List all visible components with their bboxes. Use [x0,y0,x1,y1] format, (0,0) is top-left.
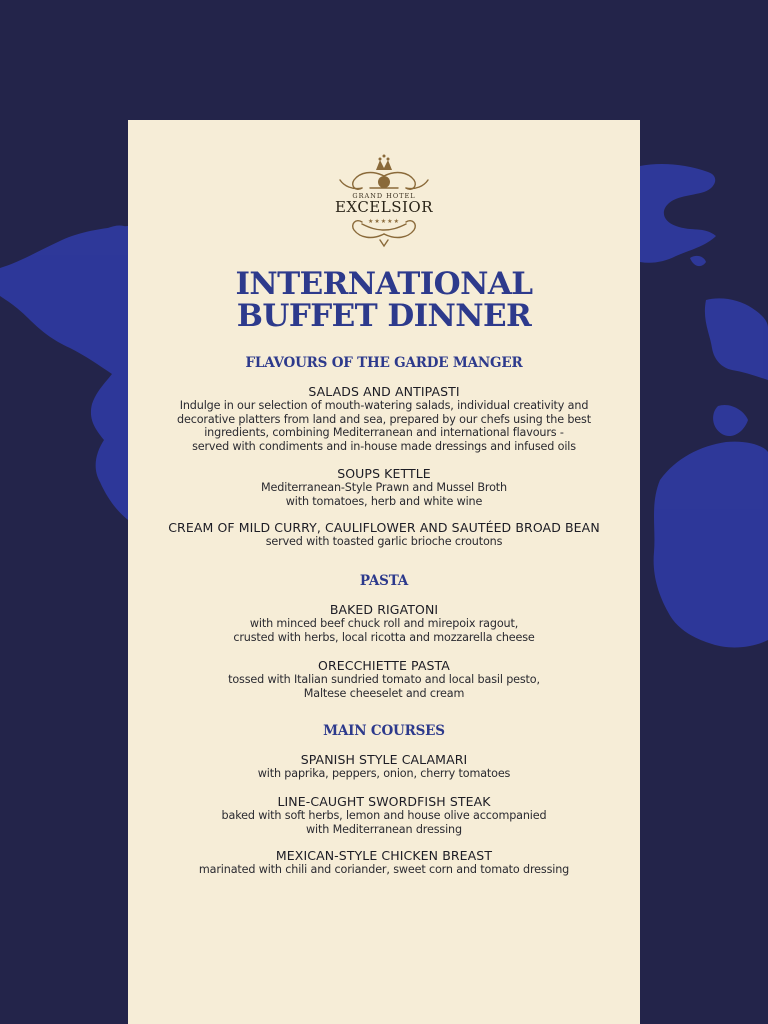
island-fragment [690,256,706,266]
menu-item-cream-curry [128,520,640,549]
section-heading-main-courses: MAIN COURSES [323,723,445,739]
menu-item-desc-line: with Mediterranean dressing [306,822,462,836]
menu-item-swordfish [128,794,640,836]
menu-item-desc-line: Mediterranean-Style Prawn and Mussel Broth [261,481,507,494]
menu-item-desc-line: baked with soft herbs, lemon and house olive accompanied [221,809,547,822]
menu-item-desc-line: Maltese cheeselet and cream [303,686,465,700]
menu-item-desc-line: ingredients, combining Mediterranean and international flavours - [204,426,564,439]
asia-fragment [705,298,768,380]
menu-item-desc-line: marinated with chili and coriander, sweet corn and tomato dressing [198,863,570,876]
logo-stars: ★★★★★ [368,218,400,225]
menu-item-orecchiette [128,658,640,700]
menu-item-name: ORECCHIETTE PASTA [318,658,450,673]
menu-item-calamari [128,752,640,781]
menu-card [128,120,640,1024]
menu-item-salads [128,384,640,453]
menu-title-line-1: INTERNATIONAL [235,266,533,302]
menu-item-name: LINE-CAUGHT SWORDFISH STEAK [277,794,491,809]
menu-item-name: CREAM OF MILD CURRY, CAULIFLOWER AND SAUTÉED BROAD BEAN [168,520,600,535]
australia-shape [654,442,768,648]
menu-item-desc-line: tossed with Italian sundried tomato and local basil pesto, [228,673,540,686]
menu-item-soups [128,466,640,508]
eurasia-shape [640,164,716,263]
logo-brand-name: EXCELSIOR [334,198,434,216]
asia-small-fragment [713,405,748,436]
section-heading-garde-manger: FLAVOURS OF THE GARDE MANGER [245,355,523,371]
menu-item-desc-line: with tomatoes, herb and white wine [285,494,483,508]
section-heading-pasta: PASTA [359,573,409,589]
menu-item-desc-line: Indulge in our selection of mouth-watering salads, individual creativity and [179,399,589,412]
menu-item-rigatoni [128,602,640,644]
north-america-shape [0,226,128,520]
logo-top-text: GRAND HOTEL [352,192,416,200]
menu-item-desc-line: with paprika, peppers, onion, cherry tomatoes [257,767,511,780]
menu-item-name: BAKED RIGATONI [329,602,439,617]
menu-item-desc-line: served with condiments and in-house made dressings and infused oils [192,439,576,453]
menu-item-desc-line: crusted with herbs, local ricotta and mozzarella cheese [233,630,535,644]
menu-item-desc-line: served with toasted garlic brioche croutons [265,535,503,548]
menu-item-name: SALADS AND ANTIPASTI [308,384,460,399]
menu-item-name: SPANISH STYLE CALAMARI [300,752,468,767]
menu-title [128,268,640,332]
menu-item-name: MEXICAN-STYLE CHICKEN BREAST [275,848,493,863]
menu-title-line-2: BUFFET DINNER [236,298,532,334]
menu-item-name: SOUPS KETTLE [337,466,431,481]
menu-item-desc-line: with minced beef chuck roll and mirepoix ragout, [249,617,519,630]
menu-item-desc-line: decorative platters from land and sea, prepared by our chefs using the best [177,412,591,426]
menu-item-chicken [128,848,640,877]
